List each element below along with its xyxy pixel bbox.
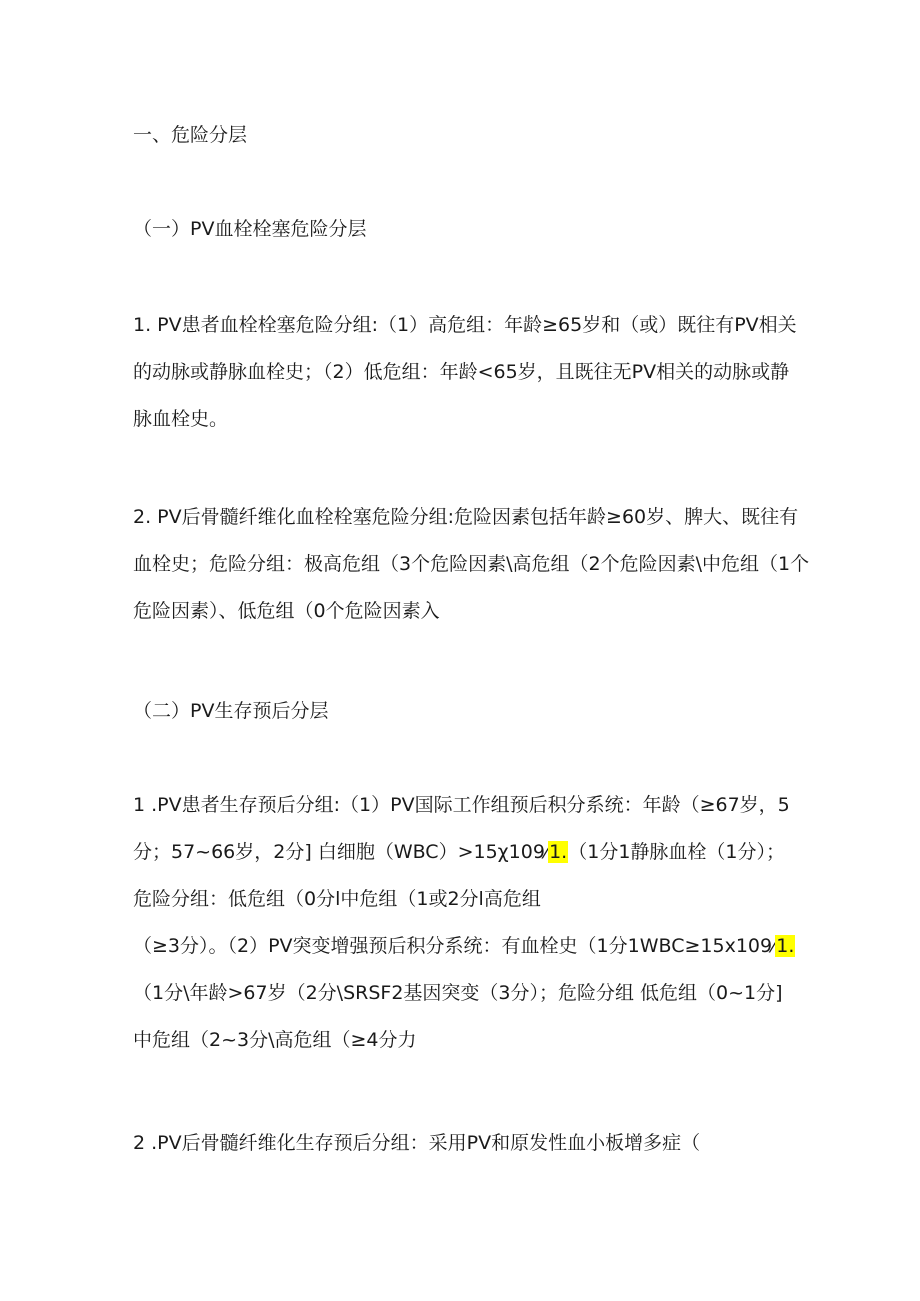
highlighted-text: 1.: [776, 935, 795, 957]
text-segment: 分；57~66岁，2分] 白细胞（WBC）>15χ109⁄: [133, 841, 549, 863]
paragraph-line: 脉血栓史。: [133, 408, 229, 430]
paragraph-post-pv-mf-thrombosis: [133, 494, 810, 635]
paragraph-line: 2 .PV后骨髓纤维化生存预后分组：采用PV和原发性血小板增多症（: [133, 1132, 701, 1154]
paragraph-line: 危险因素）、低危组（0个危险因素入: [133, 600, 440, 622]
subsection-heading-thrombosis-risk: [133, 206, 793, 253]
heading-text: 一、危险分层: [133, 124, 248, 146]
subsection-heading-survival-prognosis: [133, 688, 793, 735]
paragraph-pv-survival-groups: [133, 782, 793, 1064]
highlighted-text: 1.: [549, 841, 568, 863]
paragraph-post-pv-mf-survival: [133, 1120, 793, 1167]
section-heading-risk-stratification: [133, 112, 793, 159]
paragraph-line: 1. PV患者血栓栓塞危险分组:（1）高危组：年龄≥65岁和（或）既往有PV相关: [133, 314, 797, 336]
paragraph-line: [133, 923, 793, 970]
paragraph-line: 血栓史；危险分组：极高危组（3个危险因素\高危组（2个危险因素\中危组（1个: [133, 553, 810, 575]
text-segment: （1分1静脉血栓（1分）；: [568, 841, 786, 863]
heading-text: （一）PV血栓栓塞危险分层: [133, 218, 367, 240]
paragraph-line: （1分\年龄>67岁（2分\SRSF2基因突变（3分）；危险分组 低危组（0~1分]: [133, 982, 783, 1004]
paragraph-pv-thrombosis-groups: [133, 302, 797, 443]
paragraph-line: 2. PV后骨髓纤维化血栓栓塞危险分组:危险因素包括年龄≥60岁、脾大、既往有: [133, 506, 799, 528]
text-segment: （≥3分）。（2）PV突变增强预后积分系统：有血栓史（1分1WBC≥15x109⁄: [133, 935, 776, 957]
paragraph-line: 中危组（2~3分\高危组（≥4分力: [133, 1029, 417, 1051]
paragraph-line: [133, 829, 793, 876]
paragraph-line: 的动脉或静脉血栓史；（2）低危组：年龄<65岁，且既往无PV相关的动脉或静: [133, 361, 790, 383]
paragraph-line: 危险分组：低危组（0分l中危组（1或2分l高危组: [133, 888, 541, 910]
paragraph-line: 1 .PV患者生存预后分组:（1）PV国际工作组预后积分系统：年龄（≥67岁，5: [133, 794, 790, 816]
heading-text: （二）PV生存预后分层: [133, 700, 329, 722]
